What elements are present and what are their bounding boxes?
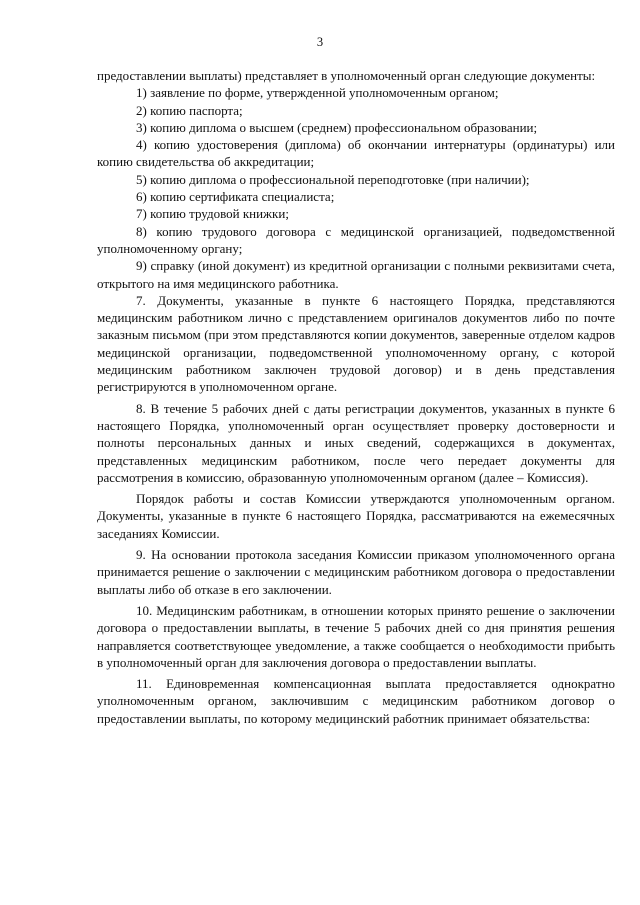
list-item-4: 4) копию удостоверения (диплома) об окончании интернатуры (ординатуры) или копию свидетельства об аккредитации; [97,137,615,170]
list-item-5: 5) копию диплома о профессиональной переподготовке (при наличии); [136,171,530,187]
list-item-3: 3) копию диплома о высшем (среднем) профессиональном образовании; [136,119,538,135]
paragraph-7: 7. Документы, указанные в пункте 6 настоящего Порядка, представляются медицинским работником лично с представлением оригиналов документов либо по почте заказным письмом (при этом представляются копии документов, заверенные отделом кадров медицинской организации, подведомственной уполномоченному органу, с которой медицинским работником заключен трудовой договор) и в день представления регистрируются в уполномоченном органе. [97,292,615,395]
paragraph-9: 9. На основании протокола заседания Комиссии приказом уполномоченного органа принимается решение о заключении с медицинским работником договора о предоставлении выплаты либо об отказе в его заключении. [97,547,615,597]
document-body [97,67,615,727]
list-item-8: 8) копию трудового договора с медицинской организацией, подведомственной уполномоченному органу; [97,223,615,256]
paragraph-commission-procedure: Порядок работы и состав Комиссии утверждаются уполномоченным органом. Документы, указанные в пункте 6 настоящего Порядка, рассматриваются на ежемесячных заседаниях Комиссии. [97,491,615,541]
paragraph-intro-continued: предоставлении выплаты) представляет в уполномоченный орган следующие документы: [97,68,596,83]
paragraph-10: 10. Медицинским работникам, в отношении которых принято решение о заключении договора о предоставлении выплаты, в течение 5 рабочих дней со дня принятия решения направляется соответствующее уведомление, а также сообщается о необходимости прибыть в уполномоченный орган для заключения договора о предоставлении выплаты. [97,602,615,670]
list-item-2: 2) копию паспорта; [136,102,243,118]
paragraph-8: 8. В течение 5 рабочих дней с даты регистрации документов, указанных в пункте 6 настоящего Порядка, уполномоченный орган осуществляет проверку достоверности и полноты персональных данных и иных сведений, содержащихся в документах, представленных медицинским работником, после чего передает документы для рассмотрения в комиссию, образованную уполномоченным органом (далее – Комиссия). [97,400,615,485]
list-item-6: 6) копию сертификата специалиста; [136,189,335,205]
list-item-9: 9) справку (иной документ) из кредитной организации с полными реквизитами счета, открытого на имя медицинского работника. [97,258,615,291]
paragraph-11: 11. Единовременная компенсационная выплата предоставляется однократно уполномоченным органом, заключившим с медицинским работником договор о предоставлении выплаты, по которому медицинский работник принимает обязательства: [97,676,615,726]
page-number: 3 [316,35,324,49]
list-item-1: 1) заявление по форме, утвержденной уполномоченным органом; [136,85,499,101]
list-item-7: 7) копию трудовой книжки; [136,206,289,222]
